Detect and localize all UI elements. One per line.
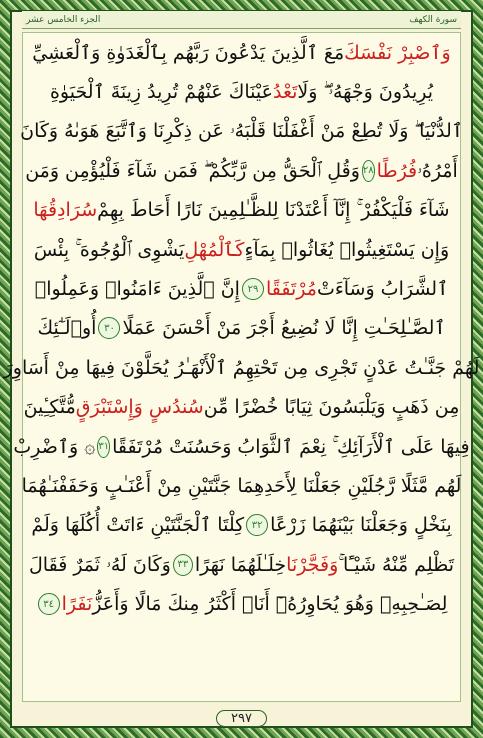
- text-line: [23, 269, 460, 308]
- ayah-number-marker: ٣٢: [246, 514, 268, 536]
- text-line: [20, 112, 463, 151]
- text-line: [23, 191, 460, 230]
- text-line: [3, 348, 480, 387]
- verse-text: كِلْتَا ٱلْجَنَّتَيْنِ ءَاتَتْ أُكُلَهَا وَلَمْ: [31, 514, 245, 537]
- highlighted-word: تَعْدُ: [272, 81, 298, 104]
- text-line: [23, 506, 460, 545]
- verse-text: ٱلدُّنْيَا ۖ وَلَا تُطِعْ مَنْ أَغْفَلْنَا قَلْبَهُۥ عَن ذِكْرِنَا وَٱتَّبَعَ هَوَىٰهُ وَكَانَ: [20, 120, 463, 143]
- verse-text: تَظْلِم مِّنْهُ شَيْـًٔا ۚ: [338, 553, 454, 576]
- highlighted-word: كَٱلْمُهْلِ: [184, 238, 245, 261]
- verse-text: لَهُمْ جَنَّـٰتُ عَدْنٍ تَجْرِى مِن تَحْتِهِمُ ٱلْأَنْهَـٰرُ يُحَلَّوْنَ فِيهَا مِنْ أَسَاوِرَ: [3, 356, 480, 379]
- highlighted-word: فُرُطًا: [376, 159, 418, 182]
- highlighted-word: وَٱصْبِرْ نَفْسَكَ: [344, 41, 451, 64]
- verse-text: إِنَّ ٱلَّذِينَ ءَامَنُوا۟ وَعَمِلُوا۟: [34, 278, 240, 301]
- verse-text: ٱلشَّرَابُ وَسَآءَتْ: [316, 278, 449, 301]
- verse-text: فِيهَا عَلَى ٱلْأَرَآئِكِ ۚ نِعْمَ ٱلثَّوَابُ وَحَسُنَتْ مُرْتَفَقًا: [112, 435, 470, 458]
- verse-text: لِصَـٰحِبِهِۦ وَهُوَ يُحَاوِرُهُۥٓ أَنَا۠ أَكْثَرُ مِنكَ مَالًا وَأَعَزُّ: [92, 593, 448, 616]
- verse-text: مَعَ ٱلَّذِينَ يَدْعُونَ رَبَّهُم بِٱلْغَدَوٰةِ وَٱلْعَشِيِّ: [32, 41, 345, 64]
- text-line: [23, 466, 460, 505]
- page-header: [22, 11, 461, 29]
- ayah-number-marker: ٣٣: [173, 554, 193, 576]
- verse-text: يَشْوِى ٱلْوُجُوهَ ۚ بِئْسَ: [33, 238, 185, 261]
- page-number: ٢٩٧: [216, 710, 267, 727]
- text-line: [23, 388, 460, 427]
- juz-name: الجزء الخامس عشر: [26, 14, 101, 25]
- ayah-number-marker: ٢٩: [242, 278, 264, 300]
- verse-text: عَيْنَاكَ عَنْهُمْ تُرِيدُ زِينَةَ ٱلْحَيَوٰةِ: [49, 81, 273, 104]
- text-line: [23, 545, 460, 584]
- verse-text: يُرِيدُونَ وَجْهَهُۥ ۖ وَلَا: [297, 81, 434, 104]
- verse-text: وَكَانَ لَهُۥ ثَمَرٌ فَقَالَ: [29, 553, 171, 576]
- verse-text: ۞ وَٱضْرِبْ: [13, 435, 96, 458]
- verse-text: وَإِن يَسْتَغِيثُوا۟ يُغَاثُوا۟ بِمَآءٍ: [244, 238, 450, 261]
- highlighted-word: سُرَادِقُهَا: [33, 199, 98, 222]
- verse-text: مِن ذَهَبٍ وَيَلْبَسُونَ ثِيَابًا خُضْرًا مِّن: [203, 396, 460, 419]
- text-line: [23, 584, 460, 623]
- text-line: [23, 151, 460, 190]
- ayah-number-marker: ٢٨: [362, 160, 375, 182]
- verse-text: لَهُم مَّثَلًا رَّجُلَيْنِ جَعَلْنَا لِأَحَدِهِمَا جَنَّتَيْنِ مِنْ أَعْنَـٰبٍ وَحَفَفْنَـٰهُمَا: [21, 474, 462, 497]
- text-line: [23, 230, 460, 269]
- verse-text: ٱلصَّـٰلِحَـٰتِ إِنَّا لَا نُضِيعُ أَجْرَ مَنْ أَحْسَنَ عَمَلًا: [122, 317, 446, 340]
- verse-text: شَآءَ فَلْيَكْفُرْ ۚ إِنَّآ أَعْتَدْنَا لِلظَّـٰلِمِينَ نَارًا أَحَاطَ بِهِمْ: [97, 199, 450, 222]
- verse-text: أُو۟لَـٰٓئِكَ: [37, 317, 97, 340]
- ayah-number-marker: ٣٤: [38, 593, 60, 615]
- highlighted-word: وَفَجَّرْنَا: [286, 553, 339, 576]
- verse-text: مُّتَّكِـِٔينَ: [23, 396, 76, 419]
- verse-text: أَمْرُهُۥ: [417, 159, 458, 182]
- highlighted-word: سُندُسٍ وَإِسْتَبْرَقٍ: [75, 396, 204, 419]
- surah-name: سورة الكهف: [409, 14, 457, 25]
- verse-text: خِلَـٰلَهُمَا نَهَرًا: [194, 553, 287, 576]
- quran-text-area: [3, 32, 480, 702]
- verse-text: بِنَخْلٍ وَجَعَلْنَا بَيْنَهُمَا زَرْعًا: [270, 514, 452, 537]
- text-line: [13, 427, 470, 466]
- text-line: [23, 72, 460, 111]
- ayah-number-marker: ٣١: [97, 436, 110, 458]
- text-line: [23, 309, 460, 348]
- ayah-number-marker: ٣٠: [98, 317, 120, 339]
- page-footer: [0, 707, 483, 729]
- highlighted-word: مُرْتَفَقًا: [265, 278, 317, 301]
- verse-text: وَقُلِ ٱلْحَقُّ مِن رَّبِّكُمْ ۖ فَمَن شَآءَ فَلْيُؤْمِن وَمَن: [25, 159, 360, 182]
- text-line: [23, 33, 460, 72]
- highlighted-word: نَفَرًا: [61, 593, 93, 616]
